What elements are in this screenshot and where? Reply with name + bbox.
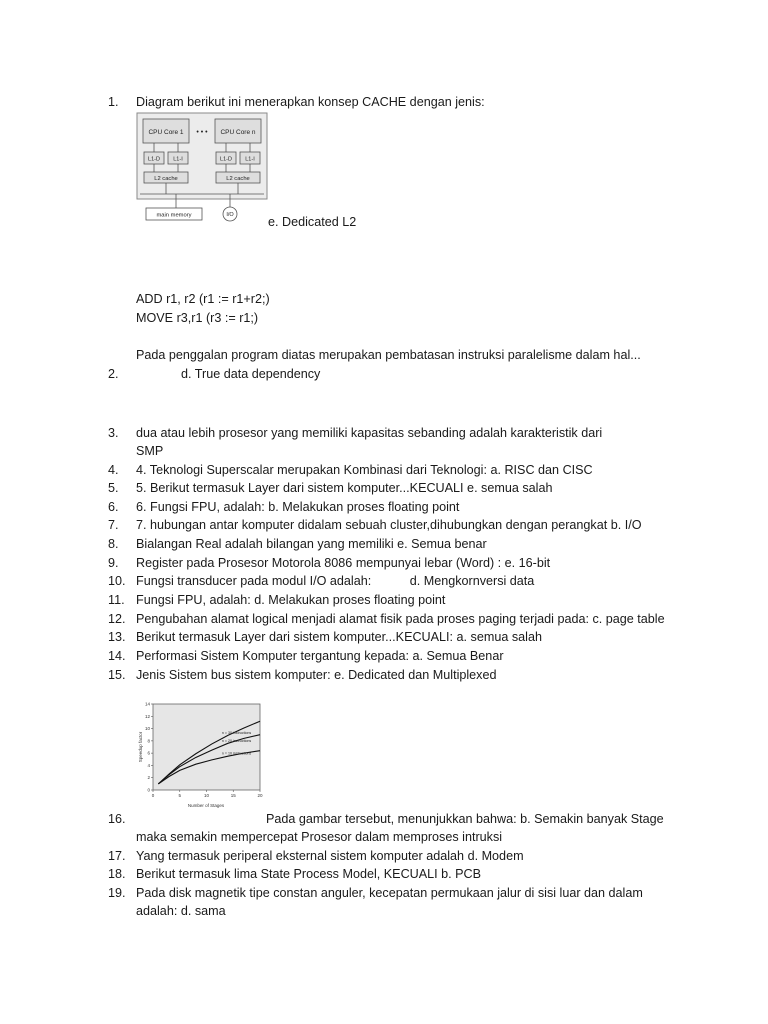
question-text: Diagram berikut ini menerapkan konsep CACHE dengan jenis: [136, 95, 485, 109]
question-text: 6. Fungsi FPU, adalah: b. Melakukan proses floating point [136, 500, 460, 514]
y-tick-label: 10 [144, 726, 150, 732]
y-tick-label: 14 [144, 701, 150, 707]
l1i-label-right: L1-I [245, 156, 255, 163]
item-number: 12. [108, 612, 126, 626]
item-number: 16. [108, 812, 126, 826]
question-text: d. True data dependency [181, 367, 321, 381]
main-memory-label: main memory [156, 212, 192, 219]
question-text: Pengubahan alamat logical menjadi alamat fisik pada proses paging terjadi pada: c. page table [136, 612, 665, 626]
item-number: 2. [108, 367, 119, 381]
item-number: 8. [108, 537, 119, 551]
cache-diagram [136, 112, 268, 226]
question-text: 5. Berikut termasuk Layer dari sistem komputer...KECUALI e. semua salah [136, 481, 553, 495]
x-tick-label: 15 [230, 793, 236, 798]
item-number: 7. [108, 518, 119, 532]
x-axis-label: Number of Stages [187, 803, 225, 808]
question-continuation: SMP [136, 444, 164, 458]
question-text: Pada disk magnetik tipe constan anguler, kecepatan permukaan jalur di sisi luar dan dalam [136, 886, 643, 900]
item-number: 18. [108, 867, 126, 881]
item-number: 19. [108, 886, 126, 900]
core-dots: • • • [196, 129, 208, 136]
question-text: Register pada Prosesor Motorola 8086 mempunyai lebar (Word) : e. 16-bit [136, 556, 551, 570]
y-tick-label: 6 [147, 750, 150, 756]
item-number: 6. [108, 500, 119, 514]
y-axis-label: Speedup factor [138, 731, 143, 763]
item-number: 17. [108, 849, 126, 863]
series-label: n = 20 instructions [221, 738, 252, 743]
series-label: n = 30 instructions [221, 730, 252, 735]
question-text: Fungsi transducer pada modul I/O adalah: d. Mengkornversi data [136, 574, 535, 588]
question-continuation: adalah: d. sama [136, 904, 226, 918]
speedup-chart [136, 694, 268, 818]
item-number: 13. [108, 630, 126, 644]
question-text: Fungsi FPU, adalah: d. Melakukan proses floating point [136, 593, 446, 607]
item-number: 1. [108, 95, 119, 109]
item-number: 10. [108, 574, 126, 588]
item-number: 14. [108, 649, 126, 663]
l2-label-left: L2 cache [154, 176, 178, 182]
l1d-label-right: L1-D [220, 156, 232, 163]
y-tick-label: 8 [147, 738, 150, 744]
item-number: 5. [108, 481, 119, 495]
x-tick-label: 0 [151, 793, 155, 798]
l1d-label-left: L1-D [148, 156, 160, 163]
question-text: Berikut termasuk lima State Process Model, KECUALI b. PCB [136, 867, 482, 881]
question-text: dua atau lebih prosesor yang memiliki kapasitas sebanding adalah karakteristik dari [136, 426, 603, 440]
item-number: 3. [108, 426, 119, 440]
question-text: Jenis Sistem bus sistem komputer: e. Dedicated dan Multiplexed [136, 668, 497, 682]
y-tick-label: 0 [147, 787, 150, 793]
question-continuation: maka semakin mempercepat Prosesor dalam memproses intruksi [136, 830, 503, 844]
l1i-label-left: L1-I [173, 156, 183, 163]
item-number: 9. [108, 556, 119, 570]
item-number: 4. [108, 463, 119, 477]
q2-question: Pada penggalan program diatas merupakan pembatasan instruksi paralelisme dalam hal... [136, 348, 641, 362]
series-label: n = 10 instructions [221, 751, 252, 756]
y-tick-label: 2 [147, 775, 150, 781]
question-text: 4. Teknologi Superscalar merupakan Kombinasi dari Teknologi: a. RISC dan CISC [136, 463, 593, 477]
question-text: 7. hubungan antar komputer didalam sebuah cluster,dihubungkan dengan perangkat b. I/O [136, 518, 642, 532]
question-text: Pada gambar tersebut, menunjukkan bahwa: b. Semakin banyak Stage [266, 812, 664, 826]
l2-label-right: L2 cache [226, 176, 250, 182]
x-tick-label: 10 [203, 793, 210, 798]
code-line-1: ADD r1, r2 (r1 := r1+r2;) [136, 292, 270, 306]
code-line-2: MOVE r3,r1 (r3 := r1;) [136, 311, 259, 325]
x-tick-label: 20 [257, 793, 263, 798]
q1-answer: e. Dedicated L2 [268, 215, 357, 229]
y-tick-label: 12 [144, 713, 150, 719]
cpu-core-1-label: CPU Core 1 [148, 129, 184, 136]
question-text: Yang termasuk periperal eksternal sistem komputer adalah d. Modem [136, 849, 524, 863]
question-text: Bialangan Real adalah bilangan yang memiliki e. Semua benar [136, 537, 487, 551]
y-tick-label: 4 [147, 762, 150, 768]
item-number: 11. [108, 593, 125, 607]
x-tick-label: 5 [178, 793, 182, 798]
io-label: I/O [226, 212, 234, 218]
item-number: 15. [108, 668, 126, 682]
question-text: Performasi Sistem Komputer tergantung kepada: a. Semua Benar [136, 649, 504, 663]
cpu-core-n-label: CPU Core n [220, 129, 256, 136]
question-text: Berikut termasuk Layer dari sistem komputer...KECUALI: a. semua salah [136, 630, 542, 644]
